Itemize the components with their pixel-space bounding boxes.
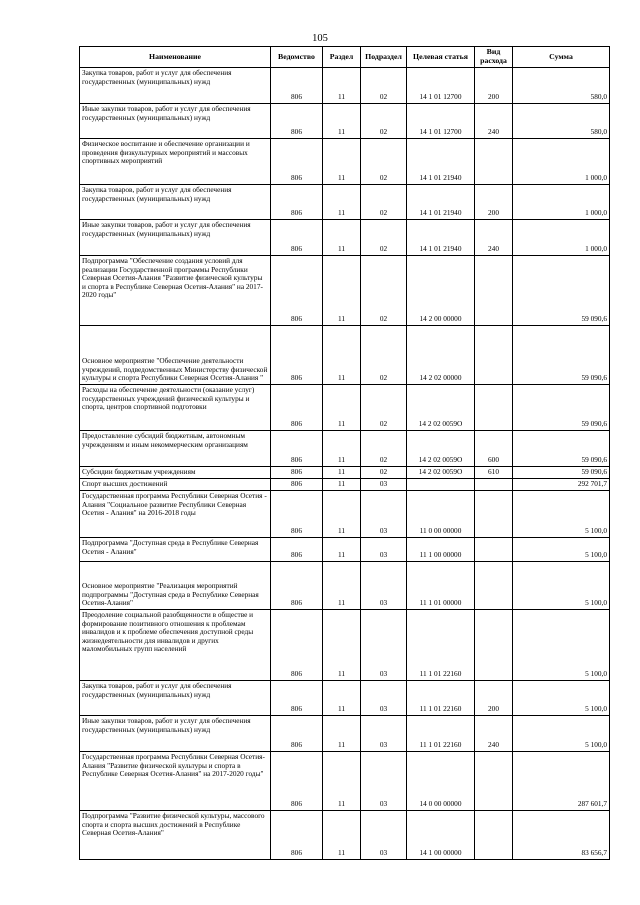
cell-subsection: 03	[361, 562, 407, 610]
cell-subsection: 02	[361, 139, 407, 185]
cell-article: 14 2 00 00000	[407, 256, 475, 326]
cell-article: 11 0 00 00000	[407, 491, 475, 538]
cell-article: 14 1 00 00000	[407, 811, 475, 860]
cell-dept: 806	[271, 256, 323, 326]
cell-section: 11	[323, 479, 361, 491]
cell-article: 11 1 00 00000	[407, 538, 475, 562]
cell-sum: 5 100,0	[513, 562, 610, 610]
table-row	[80, 185, 610, 220]
cell-subsection: 02	[361, 431, 407, 467]
cell-name: Закупка товаров, работ и услуг для обеспечения государственных (муниципальных) нужд	[80, 681, 271, 716]
cell-sum: 83 656,7	[513, 811, 610, 860]
cell-expense-type	[475, 479, 513, 491]
cell-dept: 806	[271, 681, 323, 716]
cell-section: 11	[323, 716, 361, 752]
header-row	[80, 47, 610, 68]
cell-sum: 287 601,7	[513, 752, 610, 811]
cell-article: 11 1 01 22160	[407, 716, 475, 752]
cell-article: 14 0 00 00000	[407, 752, 475, 811]
table-row	[80, 431, 610, 467]
cell-subsection: 02	[361, 256, 407, 326]
cell-dept: 806	[271, 716, 323, 752]
cell-expense-type	[475, 326, 513, 385]
cell-section: 11	[323, 220, 361, 256]
cell-dept: 806	[271, 68, 323, 104]
cell-article: 14 1 01 21940	[407, 185, 475, 220]
cell-dept: 806	[271, 811, 323, 860]
header-sum: Сумма	[513, 47, 610, 68]
table-row	[80, 811, 610, 860]
cell-name: Субсидии бюджетным учреждениям	[80, 467, 271, 479]
cell-section: 11	[323, 491, 361, 538]
table-row	[80, 562, 610, 610]
table-row	[80, 220, 610, 256]
cell-sum: 1 000,0	[513, 185, 610, 220]
cell-name: Государственная программа Республики Северная Осетия-Алания "Развитие физической культуры и спорта в Республике Северная Осетия-Алания" на 2017-2020 годы"	[80, 752, 271, 811]
table-row	[80, 491, 610, 538]
cell-section: 11	[323, 467, 361, 479]
cell-expense-type: 240	[475, 716, 513, 752]
cell-article: 14 2 02 0059O	[407, 431, 475, 467]
cell-dept: 806	[271, 467, 323, 479]
cell-expense-type: 200	[475, 185, 513, 220]
cell-sum: 5 100,0	[513, 681, 610, 716]
cell-expense-type	[475, 752, 513, 811]
cell-expense-type	[475, 385, 513, 431]
cell-expense-type: 240	[475, 220, 513, 256]
cell-section: 11	[323, 139, 361, 185]
cell-expense-type: 200	[475, 68, 513, 104]
cell-subsection: 03	[361, 491, 407, 538]
cell-sum: 292 701,7	[513, 479, 610, 491]
cell-section: 11	[323, 256, 361, 326]
cell-sum: 5 100,0	[513, 491, 610, 538]
cell-section: 11	[323, 752, 361, 811]
page-number: 105	[312, 33, 328, 44]
cell-name: Физическое воспитание и обеспечение организации и проведения физкультурных мероприятий и массовых спортивных мероприятий	[80, 139, 271, 185]
cell-section: 11	[323, 68, 361, 104]
cell-section: 11	[323, 385, 361, 431]
cell-name: Предоставление субсидий бюджетным, автономным учреждениям и иным некоммерческим организациям	[80, 431, 271, 467]
cell-dept: 806	[271, 431, 323, 467]
cell-sum: 1 000,0	[513, 220, 610, 256]
cell-subsection: 02	[361, 68, 407, 104]
budget-table	[79, 46, 610, 860]
cell-section: 11	[323, 610, 361, 681]
cell-section: 11	[323, 326, 361, 385]
cell-sum: 59 090,6	[513, 256, 610, 326]
cell-dept: 806	[271, 220, 323, 256]
cell-expense-type	[475, 491, 513, 538]
header-dept: Ведомство	[271, 47, 323, 68]
cell-article: 14 1 01 21940	[407, 139, 475, 185]
cell-dept: 806	[271, 326, 323, 385]
header-subsection: Подраздел	[361, 47, 407, 68]
cell-expense-type	[475, 610, 513, 681]
cell-dept: 806	[271, 479, 323, 491]
table-row	[80, 752, 610, 811]
cell-section: 11	[323, 185, 361, 220]
cell-dept: 806	[271, 752, 323, 811]
table-row	[80, 610, 610, 681]
header-name: Наименование	[80, 47, 271, 68]
cell-dept: 806	[271, 610, 323, 681]
cell-section: 11	[323, 104, 361, 139]
table-row	[80, 385, 610, 431]
table-row	[80, 139, 610, 185]
header-expense-type: Вид расхода	[475, 47, 513, 68]
cell-article: 14 2 02 0059O	[407, 467, 475, 479]
cell-expense-type	[475, 562, 513, 610]
cell-name: Подпрограмма "Обеспечение создания условий для реализации Государственной программы Республики Северная Осетия-Алания "Развитие физической культуры и спорта в Республике Северная Осетия-Алания" на 2017-2020 годы"	[80, 256, 271, 326]
cell-dept: 806	[271, 562, 323, 610]
cell-name: Подпрограмма "Развитие физической культуры, массового спорта и спорта высших достижений в Республике Северная Осетия-Алания"	[80, 811, 271, 860]
cell-subsection: 02	[361, 220, 407, 256]
cell-subsection: 03	[361, 752, 407, 811]
cell-article: 14 2 02 00000	[407, 326, 475, 385]
cell-expense-type: 600	[475, 431, 513, 467]
cell-article: 14 2 02 0059O	[407, 385, 475, 431]
cell-sum: 59 090,6	[513, 467, 610, 479]
cell-sum: 1 000,0	[513, 139, 610, 185]
cell-name: Расходы на обеспечение деятельности (оказание услуг) государственных учреждений физической культуры и спорта, центров спортивной подготовки	[80, 385, 271, 431]
cell-subsection: 02	[361, 104, 407, 139]
cell-name: Основное мероприятие "Обеспечение деятельности учреждений, подведомственных Министерству физической культуры и спорта Республики Северная Осетия-Алания "	[80, 326, 271, 385]
cell-article: 11 1 01 00000	[407, 562, 475, 610]
cell-expense-type	[475, 256, 513, 326]
cell-expense-type: 200	[475, 681, 513, 716]
cell-dept: 806	[271, 139, 323, 185]
header-section: Раздел	[323, 47, 361, 68]
cell-subsection: 03	[361, 538, 407, 562]
cell-expense-type	[475, 139, 513, 185]
cell-subsection: 03	[361, 811, 407, 860]
cell-name: Спорт высших достижений	[80, 479, 271, 491]
cell-article: 14 1 01 12700	[407, 68, 475, 104]
cell-article: 14 1 01 21940	[407, 220, 475, 256]
table-row	[80, 538, 610, 562]
cell-dept: 806	[271, 185, 323, 220]
table-row	[80, 467, 610, 479]
cell-name: Иные закупки товаров, работ и услуг для обеспечения государственных (муниципальных) нужд	[80, 104, 271, 139]
table-row	[80, 104, 610, 139]
table-row	[80, 716, 610, 752]
cell-sum: 59 090,6	[513, 326, 610, 385]
cell-expense-type	[475, 811, 513, 860]
cell-sum: 580,0	[513, 104, 610, 139]
cell-name: Иные закупки товаров, работ и услуг для обеспечения государственных (муниципальных) нужд	[80, 716, 271, 752]
cell-subsection: 02	[361, 467, 407, 479]
cell-dept: 806	[271, 491, 323, 538]
table-row	[80, 681, 610, 716]
cell-subsection: 02	[361, 385, 407, 431]
cell-name: Иные закупки товаров, работ и услуг для обеспечения государственных (муниципальных) нужд	[80, 220, 271, 256]
cell-sum: 580,0	[513, 68, 610, 104]
table-row	[80, 68, 610, 104]
cell-expense-type: 610	[475, 467, 513, 479]
cell-expense-type: 240	[475, 104, 513, 139]
cell-article	[407, 479, 475, 491]
header-article: Целевая статья	[407, 47, 475, 68]
cell-section: 11	[323, 562, 361, 610]
cell-article: 11 1 01 22160	[407, 681, 475, 716]
table-row	[80, 479, 610, 491]
cell-subsection: 03	[361, 716, 407, 752]
cell-section: 11	[323, 811, 361, 860]
cell-name: Подпрограмма "Доступная среда в Республике Северная Осетия - Алания"	[80, 538, 271, 562]
cell-name: Государственная программа Республики Северная Осетия - Алания "Социальное развитие Республики Северная Осетия - Алания" на 2016-2018 годы	[80, 491, 271, 538]
cell-name: Преодоление социальной разобщенности в обществе и формирование позитивного отношения к проблемам инвалидов и к проблеме обеспечения доступной среды жизнедеятельности для инвалидов и других маломобильных групп населений	[80, 610, 271, 681]
cell-name: Закупка товаров, работ и услуг для обеспечения государственных (муниципальных) нужд	[80, 68, 271, 104]
cell-subsection: 03	[361, 610, 407, 681]
cell-expense-type	[475, 538, 513, 562]
cell-section: 11	[323, 431, 361, 467]
cell-subsection: 02	[361, 185, 407, 220]
cell-subsection: 03	[361, 479, 407, 491]
cell-sum: 59 090,6	[513, 431, 610, 467]
table-row	[80, 256, 610, 326]
cell-sum: 59 090,6	[513, 385, 610, 431]
cell-sum: 5 100,0	[513, 716, 610, 752]
table-row	[80, 326, 610, 385]
cell-dept: 806	[271, 538, 323, 562]
cell-dept: 806	[271, 385, 323, 431]
cell-sum: 5 100,0	[513, 610, 610, 681]
cell-section: 11	[323, 681, 361, 716]
cell-subsection: 02	[361, 326, 407, 385]
cell-dept: 806	[271, 104, 323, 139]
cell-subsection: 03	[361, 681, 407, 716]
cell-sum: 5 100,0	[513, 538, 610, 562]
cell-article: 14 1 01 12700	[407, 104, 475, 139]
cell-name: Основное мероприятие "Реализация мероприятий подпрограммы "Доступная среда в Республике Северная Осетия-Алания"	[80, 562, 271, 610]
cell-section: 11	[323, 538, 361, 562]
cell-article: 11 1 01 22160	[407, 610, 475, 681]
cell-name: Закупка товаров, работ и услуг для обеспечения государственных (муниципальных) нужд	[80, 185, 271, 220]
